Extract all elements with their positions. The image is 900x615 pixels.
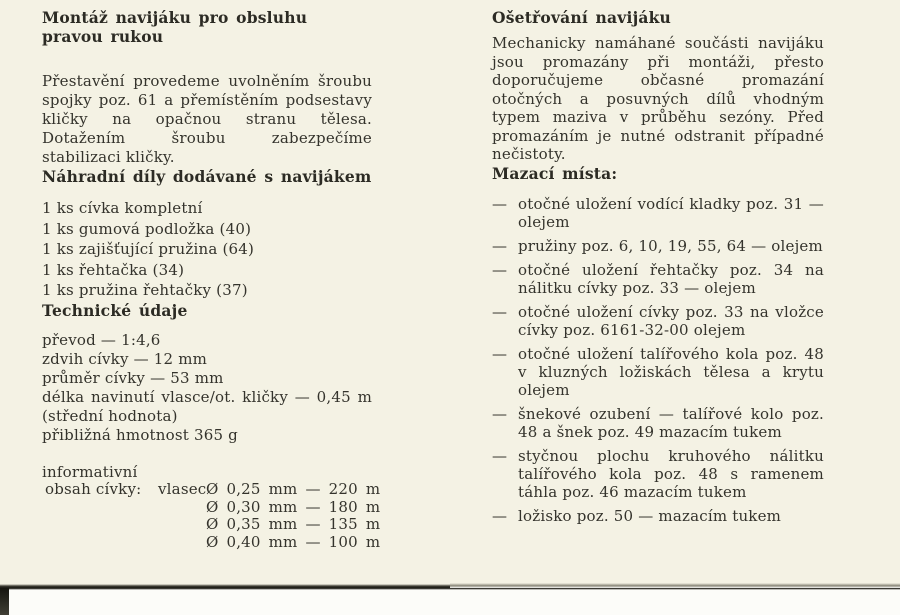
lubrication-list xyxy=(492,195,824,525)
bullet-item xyxy=(492,345,824,399)
spool-capacity-value: Ø 0,35 mm — 135 m xyxy=(206,515,381,533)
bullet-text: ložisko poz. 50 — mazacím tukem xyxy=(518,506,782,525)
right-column xyxy=(492,8,824,531)
list-item: 1 ks zajišťující pružina (64) xyxy=(42,240,255,258)
spec-line: (střední hodnota) xyxy=(42,406,178,425)
spare-parts-list xyxy=(42,198,372,301)
dash-marker: — xyxy=(492,194,507,213)
maintenance-paragraph: Mechanicky namáhané součásti navijáku jsou promazány při montáži, přesto doporučujeme občasné promazání otočných a posuvných dílů vhodným typem maziva v průběhu sezóny. Před promazáním je nutné odstranit případné nečistoty. xyxy=(492,34,824,163)
bullet-text: otočné uložení řehtačky poz. 34 na nálitku cívky poz. 33 — olejem xyxy=(518,260,824,297)
spool-capacity-row xyxy=(42,515,381,534)
left-column xyxy=(42,8,381,551)
bullet-item xyxy=(492,195,824,231)
bullet-text: pružiny poz. 6, 10, 19, 55, 64 — olejem xyxy=(518,236,823,255)
dash-marker: — xyxy=(492,506,507,525)
dash-marker: — xyxy=(492,404,507,423)
bullet-text: otočné uložení vodící kladky poz. 31 — olejem xyxy=(518,194,824,231)
spec-line: průměr cívky — 53 mm xyxy=(42,368,224,387)
page-corner-shadow xyxy=(0,588,9,615)
spool-capacity-label-line2: obsah cívky: xyxy=(45,480,142,498)
dash-marker: — xyxy=(492,446,507,465)
spool-capacity-value: Ø 0,40 mm — 100 m xyxy=(206,532,381,551)
spec-line: délka navinutí vlasce/ot. kličky — 0,45 m xyxy=(42,387,372,406)
dash-marker: — xyxy=(492,302,507,321)
spec-line: zdvih cívky — 12 mm xyxy=(42,349,208,368)
bullet-item xyxy=(492,507,824,525)
spool-capacity-value: Ø 0,30 mm — 180 m xyxy=(206,497,381,516)
assembly-paragraph: Přestavění provedeme uvolněním šroubu spojky poz. 61 a přemístěním podsestavy kličky na opačnou stranu tělesa. Dotažením šroubu zabezpečíme stabilizaci kličky. xyxy=(42,72,372,166)
bullet-item xyxy=(492,405,824,441)
spec-line: převod — 1:4,6 xyxy=(42,330,161,349)
dash-marker: — xyxy=(492,236,507,255)
spool-capacity-row xyxy=(42,497,381,517)
specs-list xyxy=(42,331,372,445)
list-item: 1 ks řehtačka (34) xyxy=(42,260,185,279)
specs-heading: Technické údaje xyxy=(42,300,188,320)
spool-capacity-row xyxy=(42,480,381,499)
scan-background-strip xyxy=(0,590,900,615)
spool-capacity-label-line1: informativní xyxy=(42,462,138,481)
spool-capacity-table xyxy=(42,462,381,552)
bullet-item xyxy=(492,447,824,501)
spool-capacity-lead: vlasec xyxy=(158,480,207,498)
spool-capacity-row xyxy=(42,532,381,552)
spool-capacity-value: Ø 0,25 mm — 220 m xyxy=(206,480,381,498)
bullet-item xyxy=(492,303,824,339)
bullet-text: styčnou plochu kruhového nálitku talířového kola poz. 48 s ramenem táhla poz. 46 mazacím tukem xyxy=(518,446,824,501)
bullet-text: otočné uložení cívky poz. 33 na vložce cívky poz. 6161-32-00 olejem xyxy=(518,302,824,339)
bullet-item xyxy=(492,237,824,255)
dash-marker: — xyxy=(492,260,507,279)
page-edge-shadow-right xyxy=(450,583,900,588)
bullet-text: otočné uložení talířového kola poz. 48 v kluzných ložiskách tělesa a krytu olejem xyxy=(518,344,824,399)
list-item: 1 ks gumová podložka (40) xyxy=(42,219,252,238)
dash-marker: — xyxy=(492,344,507,363)
list-item: 1 ks cívka kompletní xyxy=(42,199,203,217)
list-item: 1 ks pružina řehtačky (37) xyxy=(42,281,248,299)
bullet-text: šnekové ozubení — talířové kolo poz. 48 a šnek poz. 49 mazacím tukem xyxy=(518,404,824,441)
assembly-heading: Montáž navijáku pro obsluhu pravou rukou xyxy=(42,8,308,46)
lubrication-heading: Mazací místa: xyxy=(492,163,618,183)
spec-line: přibližná hmotnost 365 g xyxy=(42,425,238,444)
bullet-item xyxy=(492,261,824,297)
spare-parts-heading: Náhradní díly dodávané s navijákem xyxy=(42,167,372,186)
maintenance-heading: Ošetřování navijáku xyxy=(492,8,672,27)
